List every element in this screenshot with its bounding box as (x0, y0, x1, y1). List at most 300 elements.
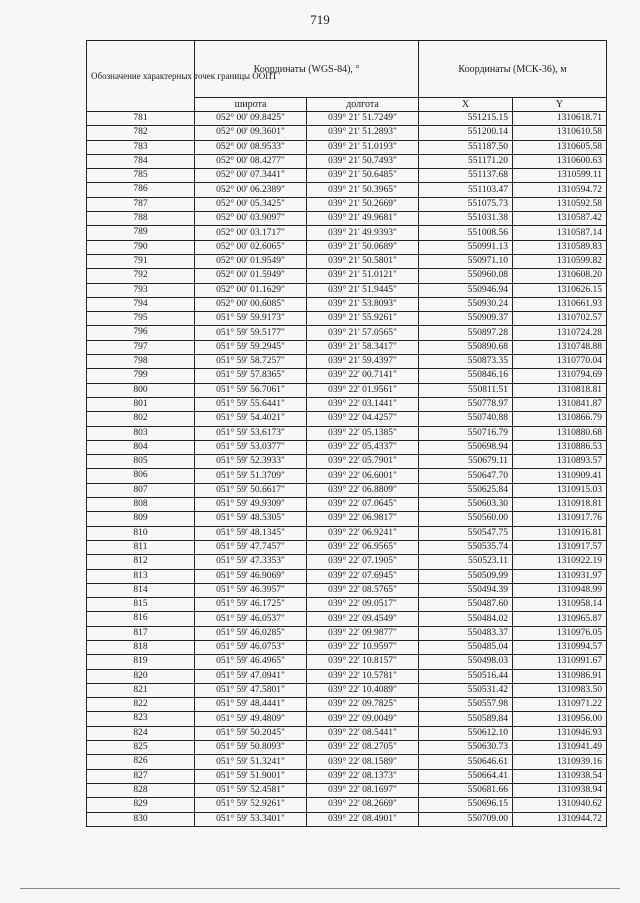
point-number-cell: 818 (87, 640, 195, 654)
latitude-cell: 051° 59' 48.4441" (195, 698, 307, 712)
table-row (87, 197, 607, 211)
x-cell: 550647.70 (419, 469, 513, 483)
y-cell: 1310599.82 (513, 254, 607, 268)
y-cell: 1310594.72 (513, 183, 607, 197)
table-body (87, 112, 607, 827)
longitude-cell: 039° 22' 10.4089" (307, 683, 419, 697)
wgs84-header: Координаты (WGS-84), ° (195, 41, 419, 98)
longitude-cell: 039° 21' 51.7249" (307, 112, 419, 126)
table-row (87, 340, 607, 354)
table-row (87, 655, 607, 669)
y-cell: 1310931.97 (513, 569, 607, 583)
x-cell: 550630.73 (419, 741, 513, 755)
y-cell: 1310841.87 (513, 397, 607, 411)
latitude-cell: 051° 59' 48.5305" (195, 512, 307, 526)
x-cell: 550681.66 (419, 783, 513, 797)
latitude-cell: 051° 59' 46.0537" (195, 612, 307, 626)
point-number-cell: 805 (87, 455, 195, 469)
longitude-cell: 039° 22' 10.9597" (307, 640, 419, 654)
table-row (87, 283, 607, 297)
y-cell: 1310599.11 (513, 169, 607, 183)
latitude-cell: 052° 00' 09.3601" (195, 126, 307, 140)
point-number-cell: 811 (87, 540, 195, 554)
latitude-cell: 051° 59' 51.3241" (195, 755, 307, 769)
longitude-cell: 039° 22' 03.1441" (307, 397, 419, 411)
longitude-cell: 039° 21' 50.3965" (307, 183, 419, 197)
table-row (87, 812, 607, 826)
table-row (87, 212, 607, 226)
x-cell: 550890.68 (419, 340, 513, 354)
point-number-cell: 826 (87, 755, 195, 769)
x-cell: 551008.56 (419, 226, 513, 240)
point-designation-header: Обозначение характерных точек границы ООПТ (87, 41, 195, 112)
x-cell: 550971.10 (419, 254, 513, 268)
point-number-cell: 809 (87, 512, 195, 526)
latitude-cell: 051° 59' 51.3709" (195, 469, 307, 483)
point-number-cell: 797 (87, 340, 195, 354)
y-cell: 1310626.15 (513, 283, 607, 297)
x-cell: 550696.15 (419, 798, 513, 812)
y-header: Y (513, 98, 607, 112)
y-cell: 1310965.87 (513, 612, 607, 626)
longitude-cell: 039° 21' 51.9445" (307, 283, 419, 297)
x-cell: 550930.24 (419, 297, 513, 311)
longitude-cell: 039° 22' 01.9561" (307, 383, 419, 397)
y-cell: 1310794.69 (513, 369, 607, 383)
table-row (87, 798, 607, 812)
bottom-rule (20, 888, 620, 889)
point-number-cell: 801 (87, 397, 195, 411)
table-row (87, 769, 607, 783)
y-cell: 1310948.99 (513, 583, 607, 597)
point-number-cell: 827 (87, 769, 195, 783)
longitude-cell: 039° 22' 06.9565" (307, 540, 419, 554)
table-row (87, 355, 607, 369)
x-cell: 550494.39 (419, 583, 513, 597)
table-row (87, 169, 607, 183)
point-number-cell: 828 (87, 783, 195, 797)
longitude-cell: 039° 22' 05.1385" (307, 426, 419, 440)
x-cell: 550485.04 (419, 640, 513, 654)
point-number-cell: 817 (87, 626, 195, 640)
latitude-cell: 052° 00' 01.9549" (195, 254, 307, 268)
longitude-cell: 039° 22' 06.9817" (307, 512, 419, 526)
longitude-cell: 039° 22' 09.0049" (307, 712, 419, 726)
point-number-cell: 792 (87, 269, 195, 283)
y-cell: 1310702.57 (513, 312, 607, 326)
latitude-header: широта (195, 98, 307, 112)
point-number-cell: 819 (87, 655, 195, 669)
longitude-cell: 039° 21' 59.4397" (307, 355, 419, 369)
latitude-cell: 051° 59' 59.9173" (195, 312, 307, 326)
latitude-cell: 051° 59' 46.9069" (195, 569, 307, 583)
longitude-header: долгота (307, 98, 419, 112)
y-cell: 1310971.22 (513, 698, 607, 712)
latitude-cell: 051° 59' 48.1345" (195, 526, 307, 540)
y-cell: 1310605.58 (513, 140, 607, 154)
longitude-cell: 039° 22' 06.8809" (307, 483, 419, 497)
longitude-cell: 039° 21' 57.0565" (307, 326, 419, 340)
longitude-cell: 039° 21' 58.3417" (307, 340, 419, 354)
latitude-cell: 051° 59' 53.3401" (195, 812, 307, 826)
table-row (87, 483, 607, 497)
table-row (87, 226, 607, 240)
latitude-cell: 051° 59' 52.4581" (195, 783, 307, 797)
latitude-cell: 052° 00' 01.5949" (195, 269, 307, 283)
x-cell: 550646.61 (419, 755, 513, 769)
longitude-cell: 039° 22' 08.5441" (307, 726, 419, 740)
longitude-cell: 039° 22' 09.4549" (307, 612, 419, 626)
x-cell: 551187.50 (419, 140, 513, 154)
point-number-cell: 796 (87, 326, 195, 340)
x-cell: 550679.11 (419, 455, 513, 469)
table-row (87, 240, 607, 254)
latitude-cell: 051° 59' 53.6173" (195, 426, 307, 440)
longitude-cell: 039° 22' 09.7825" (307, 698, 419, 712)
y-cell: 1310922.19 (513, 555, 607, 569)
point-number-cell: 813 (87, 569, 195, 583)
longitude-cell: 039° 22' 07.0645" (307, 498, 419, 512)
y-cell: 1310994.57 (513, 640, 607, 654)
table-row (87, 397, 607, 411)
latitude-cell: 051° 59' 54.4021" (195, 412, 307, 426)
latitude-cell: 052° 00' 03.1717" (195, 226, 307, 240)
table-row (87, 154, 607, 168)
point-number-cell: 823 (87, 712, 195, 726)
latitude-cell: 051° 59' 52.9261" (195, 798, 307, 812)
table-row (87, 383, 607, 397)
table-row (87, 140, 607, 154)
y-cell: 1310941.49 (513, 741, 607, 755)
longitude-cell: 039° 21' 51.2893" (307, 126, 419, 140)
table-row (87, 640, 607, 654)
page-number: 719 (310, 12, 330, 27)
y-cell: 1310886.53 (513, 440, 607, 454)
y-cell: 1310915.03 (513, 483, 607, 497)
y-cell: 1310610.58 (513, 126, 607, 140)
y-cell: 1310661.93 (513, 297, 607, 311)
longitude-cell: 039° 22' 08.4901" (307, 812, 419, 826)
table-row (87, 683, 607, 697)
longitude-cell: 039° 22' 08.1373" (307, 769, 419, 783)
y-cell: 1310866.79 (513, 412, 607, 426)
longitude-cell: 039° 21' 50.5801" (307, 254, 419, 268)
point-number-cell: 830 (87, 812, 195, 826)
y-cell: 1310587.42 (513, 212, 607, 226)
point-number-cell: 815 (87, 598, 195, 612)
point-number-cell: 784 (87, 154, 195, 168)
x-cell: 551200.14 (419, 126, 513, 140)
x-header: X (419, 98, 513, 112)
table-row (87, 183, 607, 197)
x-cell: 551075.73 (419, 197, 513, 211)
point-number-cell: 821 (87, 683, 195, 697)
point-number-cell: 800 (87, 383, 195, 397)
point-number-cell: 794 (87, 297, 195, 311)
y-cell: 1310944.72 (513, 812, 607, 826)
table-row (87, 498, 607, 512)
y-cell: 1310587.14 (513, 226, 607, 240)
point-number-cell: 799 (87, 369, 195, 383)
point-number-cell: 783 (87, 140, 195, 154)
longitude-cell: 039° 22' 07.6945" (307, 569, 419, 583)
table-row (87, 569, 607, 583)
longitude-cell: 039° 21' 53.8093" (307, 297, 419, 311)
longitude-cell: 039° 22' 08.1697" (307, 783, 419, 797)
y-cell: 1310916.81 (513, 526, 607, 540)
y-cell: 1310976.05 (513, 626, 607, 640)
table-row (87, 726, 607, 740)
point-number-cell: 782 (87, 126, 195, 140)
x-cell: 550846.16 (419, 369, 513, 383)
table-row (87, 312, 607, 326)
table-row (87, 426, 607, 440)
longitude-cell: 039° 22' 09.9877" (307, 626, 419, 640)
table-row (87, 254, 607, 268)
latitude-cell: 052° 00' 06.2389" (195, 183, 307, 197)
longitude-cell: 039° 22' 09.0517" (307, 598, 419, 612)
x-cell: 550487.60 (419, 598, 513, 612)
latitude-cell: 052° 00' 01.1629" (195, 283, 307, 297)
x-cell: 550811.51 (419, 383, 513, 397)
y-cell: 1310991.67 (513, 655, 607, 669)
x-cell: 550991.13 (419, 240, 513, 254)
table-row (87, 712, 607, 726)
latitude-cell: 051° 59' 46.0285" (195, 626, 307, 640)
y-cell: 1310893.57 (513, 455, 607, 469)
latitude-cell: 051° 59' 46.3957" (195, 583, 307, 597)
latitude-cell: 051° 59' 58.7257" (195, 355, 307, 369)
point-number-cell: 806 (87, 469, 195, 483)
x-cell: 550547.75 (419, 526, 513, 540)
latitude-cell: 051° 59' 50.2045" (195, 726, 307, 740)
y-cell: 1310918.81 (513, 498, 607, 512)
latitude-cell: 051° 59' 57.8365" (195, 369, 307, 383)
y-cell: 1310724.28 (513, 326, 607, 340)
point-number-cell: 788 (87, 212, 195, 226)
point-number-cell: 820 (87, 669, 195, 683)
latitude-cell: 052° 00' 08.9533" (195, 140, 307, 154)
longitude-cell: 039° 22' 05.7901" (307, 455, 419, 469)
y-cell: 1310608.20 (513, 269, 607, 283)
point-number-cell: 822 (87, 698, 195, 712)
msk36-header: Координаты (МСК-36), м (419, 41, 607, 98)
point-number-cell: 816 (87, 612, 195, 626)
table-row (87, 698, 607, 712)
latitude-cell: 052° 00' 03.9097" (195, 212, 307, 226)
point-number-cell: 812 (87, 555, 195, 569)
latitude-cell: 051° 59' 47.5801" (195, 683, 307, 697)
longitude-cell: 039° 22' 10.8157" (307, 655, 419, 669)
y-cell: 1310880.68 (513, 426, 607, 440)
y-cell: 1310958.14 (513, 598, 607, 612)
y-cell: 1310592.58 (513, 197, 607, 211)
latitude-cell: 052° 00' 09.8425" (195, 112, 307, 126)
latitude-cell: 051° 59' 47.3353" (195, 555, 307, 569)
longitude-cell: 039° 22' 06.6001" (307, 469, 419, 483)
longitude-cell: 039° 22' 10.5781" (307, 669, 419, 683)
longitude-cell: 039° 21' 50.2669" (307, 197, 419, 211)
latitude-cell: 051° 59' 46.1725" (195, 598, 307, 612)
table-row (87, 526, 607, 540)
latitude-cell: 052° 00' 07.3441" (195, 169, 307, 183)
x-cell: 550557.98 (419, 698, 513, 712)
longitude-cell: 039° 21' 50.7493" (307, 154, 419, 168)
table-row (87, 669, 607, 683)
point-number-cell: 790 (87, 240, 195, 254)
latitude-cell: 051° 59' 46.4965" (195, 655, 307, 669)
latitude-cell: 051° 59' 46.0753" (195, 640, 307, 654)
latitude-cell: 052° 00' 02.6065" (195, 240, 307, 254)
latitude-cell: 051° 59' 52.3933" (195, 455, 307, 469)
coordinates-table (86, 40, 607, 827)
longitude-cell: 039° 22' 04.4257" (307, 412, 419, 426)
x-cell: 550873.35 (419, 355, 513, 369)
x-cell: 550535.74 (419, 540, 513, 554)
point-number-cell: 802 (87, 412, 195, 426)
y-cell: 1310986.91 (513, 669, 607, 683)
table-row (87, 512, 607, 526)
x-cell: 550740.88 (419, 412, 513, 426)
table-row (87, 297, 607, 311)
y-cell: 1310939.16 (513, 755, 607, 769)
latitude-cell: 051° 59' 59.2945" (195, 340, 307, 354)
point-number-cell: 786 (87, 183, 195, 197)
latitude-cell: 051° 59' 59.5177" (195, 326, 307, 340)
x-cell: 550897.28 (419, 326, 513, 340)
x-cell: 550589.84 (419, 712, 513, 726)
x-cell: 550509.99 (419, 569, 513, 583)
y-cell: 1310600.63 (513, 154, 607, 168)
table-row (87, 369, 607, 383)
longitude-cell: 039° 22' 08.2669" (307, 798, 419, 812)
latitude-cell: 051° 59' 49.4809" (195, 712, 307, 726)
point-number-cell: 793 (87, 283, 195, 297)
point-number-cell: 807 (87, 483, 195, 497)
point-number-cell: 829 (87, 798, 195, 812)
latitude-cell: 051° 59' 50.8093" (195, 741, 307, 755)
latitude-cell: 051° 59' 47.7457" (195, 540, 307, 554)
y-cell: 1310956.00 (513, 712, 607, 726)
point-number-cell: 795 (87, 312, 195, 326)
table-row (87, 269, 607, 283)
point-number-cell: 810 (87, 526, 195, 540)
table-row (87, 598, 607, 612)
longitude-cell: 039° 22' 08.2705" (307, 741, 419, 755)
latitude-cell: 051° 59' 53.0377" (195, 440, 307, 454)
latitude-cell: 052° 00' 00.6085" (195, 297, 307, 311)
table-row (87, 741, 607, 755)
x-cell: 551031.38 (419, 212, 513, 226)
table-row (87, 326, 607, 340)
x-cell: 550603.30 (419, 498, 513, 512)
longitude-cell: 039° 21' 51.0121" (307, 269, 419, 283)
point-number-cell: 798 (87, 355, 195, 369)
y-cell: 1310770.04 (513, 355, 607, 369)
longitude-cell: 039° 21' 49.9681" (307, 212, 419, 226)
latitude-cell: 051° 59' 56.7061" (195, 383, 307, 397)
latitude-cell: 051° 59' 47.0941" (195, 669, 307, 683)
latitude-cell: 051° 59' 49.9309" (195, 498, 307, 512)
x-cell: 550498.03 (419, 655, 513, 669)
latitude-cell: 051° 59' 55.6441" (195, 397, 307, 411)
longitude-cell: 039° 21' 50.0689" (307, 240, 419, 254)
x-cell: 550946.94 (419, 283, 513, 297)
point-number-cell: 824 (87, 726, 195, 740)
y-cell: 1310983.50 (513, 683, 607, 697)
x-cell: 551103.47 (419, 183, 513, 197)
point-number-cell: 787 (87, 197, 195, 211)
x-cell: 550664.41 (419, 769, 513, 783)
y-cell: 1310589.83 (513, 240, 607, 254)
longitude-cell: 039° 22' 00.7141" (307, 369, 419, 383)
longitude-cell: 039° 22' 08.5765" (307, 583, 419, 597)
y-cell: 1310909.41 (513, 469, 607, 483)
point-number-cell: 781 (87, 112, 195, 126)
y-cell: 1310938.94 (513, 783, 607, 797)
table-row (87, 455, 607, 469)
point-number-cell: 803 (87, 426, 195, 440)
table-row (87, 612, 607, 626)
x-cell: 550698.94 (419, 440, 513, 454)
x-cell: 550484.02 (419, 612, 513, 626)
latitude-cell: 051° 59' 50.6617" (195, 483, 307, 497)
x-cell: 550709.00 (419, 812, 513, 826)
table-row (87, 555, 607, 569)
longitude-cell: 039° 22' 06.9241" (307, 526, 419, 540)
y-cell: 1310940.62 (513, 798, 607, 812)
x-cell: 550483.37 (419, 626, 513, 640)
table-row (87, 412, 607, 426)
point-number-cell: 789 (87, 226, 195, 240)
longitude-cell: 039° 22' 05.4337" (307, 440, 419, 454)
x-cell: 550516.44 (419, 669, 513, 683)
point-number-cell: 808 (87, 498, 195, 512)
x-cell: 551215.15 (419, 112, 513, 126)
x-cell: 550625.84 (419, 483, 513, 497)
y-cell: 1310618.71 (513, 112, 607, 126)
latitude-cell: 052° 00' 08.4277" (195, 154, 307, 168)
y-cell: 1310818.81 (513, 383, 607, 397)
x-cell: 550909.37 (419, 312, 513, 326)
x-cell: 550716.79 (419, 426, 513, 440)
table-row (87, 126, 607, 140)
y-cell: 1310946.93 (513, 726, 607, 740)
table-row (87, 755, 607, 769)
y-cell: 1310748.88 (513, 340, 607, 354)
longitude-cell: 039° 21' 55.9261" (307, 312, 419, 326)
point-number-cell: 814 (87, 583, 195, 597)
x-cell: 551137.68 (419, 169, 513, 183)
y-cell: 1310917.57 (513, 540, 607, 554)
x-cell: 550531.42 (419, 683, 513, 697)
point-number-cell: 785 (87, 169, 195, 183)
table-row (87, 540, 607, 554)
x-cell: 550523.11 (419, 555, 513, 569)
x-cell: 551171.20 (419, 154, 513, 168)
y-cell: 1310938.54 (513, 769, 607, 783)
x-cell: 550960.08 (419, 269, 513, 283)
table-row (87, 469, 607, 483)
longitude-cell: 039° 22' 08.1589" (307, 755, 419, 769)
longitude-cell: 039° 21' 51.0193" (307, 140, 419, 154)
y-cell: 1310917.76 (513, 512, 607, 526)
x-cell: 550560.00 (419, 512, 513, 526)
latitude-cell: 051° 59' 51.9001" (195, 769, 307, 783)
table-row (87, 112, 607, 126)
table-row (87, 626, 607, 640)
table-row (87, 583, 607, 597)
